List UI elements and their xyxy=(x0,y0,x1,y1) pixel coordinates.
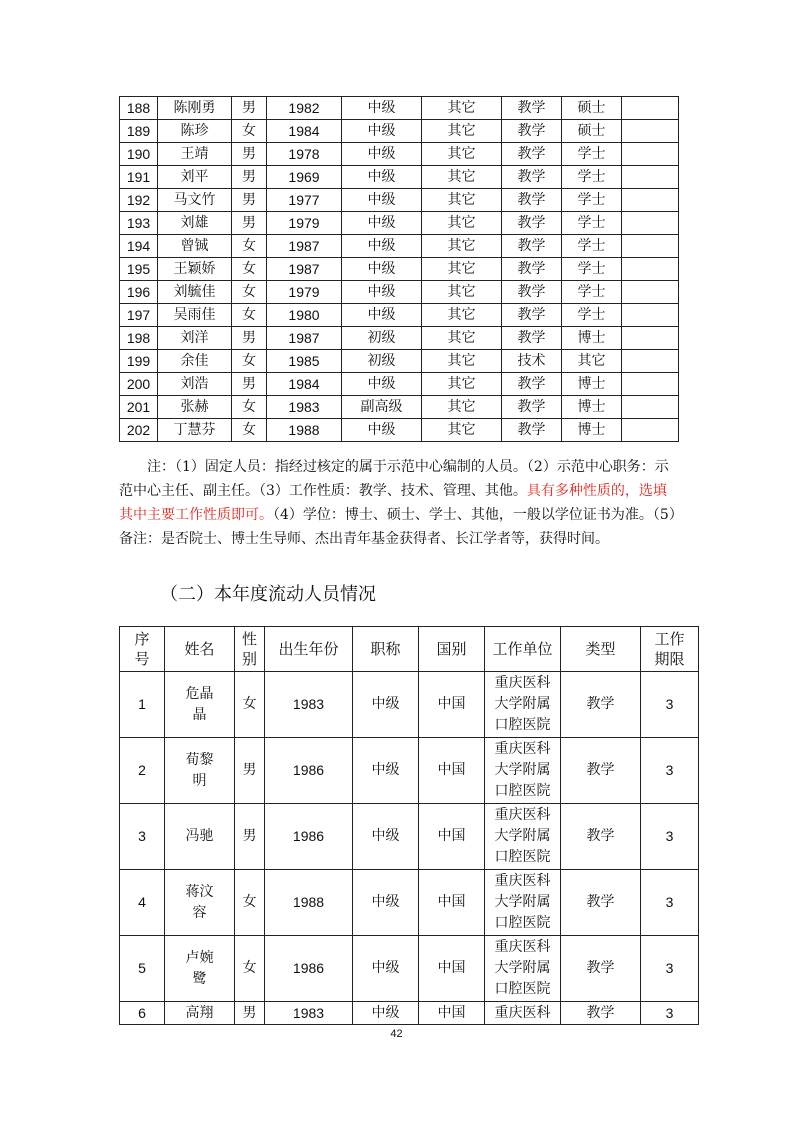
cell-degree: 博士 xyxy=(562,373,622,396)
cell-degree: 学士 xyxy=(562,258,622,281)
table-row xyxy=(120,804,699,870)
cell-degree: 学士 xyxy=(562,304,622,327)
cell-country: 中国 xyxy=(419,1002,485,1025)
cell-unit: 重庆医科 大学附属 口腔医院 xyxy=(485,936,561,1002)
cell-name: 高翔 xyxy=(165,1002,235,1025)
cell-title: 中级 xyxy=(353,804,419,870)
cell-nature: 教学 xyxy=(502,120,562,143)
cell-remark xyxy=(622,235,679,258)
cell-gender: 女 xyxy=(235,672,265,738)
table-note xyxy=(119,455,679,551)
cell-remark xyxy=(622,258,679,281)
cell-gender: 男 xyxy=(232,97,267,120)
cell-degree: 学士 xyxy=(562,143,622,166)
cell-name: 刘洋 xyxy=(158,327,232,350)
cell-degree: 博士 xyxy=(562,327,622,350)
cell-name: 张赫 xyxy=(158,396,232,419)
table-row xyxy=(120,212,679,235)
cell-remark xyxy=(622,327,679,350)
cell-post: 其它 xyxy=(422,327,502,350)
header-country: 国别 xyxy=(419,627,485,672)
cell-name: 冯驰 xyxy=(165,804,235,870)
header-period: 工作 期限 xyxy=(641,627,699,672)
cell-degree: 博士 xyxy=(562,419,622,442)
cell-title: 中级 xyxy=(353,738,419,804)
cell-year: 1983 xyxy=(265,672,353,738)
note-paragraph xyxy=(119,455,679,551)
cell-unit: 重庆医科 大学附属 口腔医院 xyxy=(485,672,561,738)
cell-nature: 教学 xyxy=(502,281,562,304)
cell-no: 2 xyxy=(120,738,165,804)
cell-no: 195 xyxy=(120,258,158,281)
table-row xyxy=(120,258,679,281)
note-highlight: 具有多种性质的，选填其中主要工作性质即可。 xyxy=(119,483,667,523)
cell-period: 3 xyxy=(641,738,699,804)
table-row xyxy=(120,1002,699,1025)
cell-gender: 女 xyxy=(232,120,267,143)
cell-type: 教学 xyxy=(561,804,641,870)
cell-post: 其它 xyxy=(422,235,502,258)
cell-nature: 教学 xyxy=(502,235,562,258)
cell-title: 中级 xyxy=(342,258,422,281)
cell-title: 中级 xyxy=(342,189,422,212)
cell-gender: 女 xyxy=(232,258,267,281)
cell-type: 教学 xyxy=(561,936,641,1002)
cell-nature: 教学 xyxy=(502,258,562,281)
cell-country: 中国 xyxy=(419,870,485,936)
cell-gender: 女 xyxy=(232,235,267,258)
cell-title: 中级 xyxy=(353,936,419,1002)
cell-title: 中级 xyxy=(342,304,422,327)
cell-nature: 教学 xyxy=(502,97,562,120)
cell-year: 1987 xyxy=(267,258,342,281)
cell-post: 其它 xyxy=(422,281,502,304)
cell-post: 其它 xyxy=(422,189,502,212)
note-text: 注：（1）固定人员：指经过核定的属于示范中心编制的人员。（2）示范中心职务：示范中心主任、副主任。（3）工作性质：教学、技术、管理、其他。 xyxy=(119,459,669,499)
cell-unit: 重庆医科 xyxy=(485,1002,561,1025)
cell-name: 危晶 晶 xyxy=(165,672,235,738)
cell-name: 刘毓佳 xyxy=(158,281,232,304)
table-row xyxy=(120,304,679,327)
cell-year: 1984 xyxy=(267,120,342,143)
cell-name: 荀黎 明 xyxy=(165,738,235,804)
cell-no: 194 xyxy=(120,235,158,258)
cell-title: 中级 xyxy=(342,281,422,304)
cell-unit: 重庆医科 大学附属 口腔医院 xyxy=(485,738,561,804)
cell-remark xyxy=(622,97,679,120)
cell-title: 中级 xyxy=(342,143,422,166)
cell-name: 刘雄 xyxy=(158,212,232,235)
cell-gender: 女 xyxy=(232,350,267,373)
header-birth-year: 出生年份 xyxy=(265,627,353,672)
cell-period: 3 xyxy=(641,1002,699,1025)
cell-title: 中级 xyxy=(353,1002,419,1025)
cell-year: 1978 xyxy=(267,143,342,166)
cell-nature: 教学 xyxy=(502,189,562,212)
cell-unit: 重庆医科 大学附属 口腔医院 xyxy=(485,870,561,936)
cell-no: 6 xyxy=(120,1002,165,1025)
cell-period: 3 xyxy=(641,870,699,936)
cell-nature: 教学 xyxy=(502,327,562,350)
header-no: 序 号 xyxy=(120,627,165,672)
cell-no: 200 xyxy=(120,373,158,396)
note-text-2: （4）学位：博士、硕士、学士、其他，一般以学位证书为准。（5）备注：是否院士、博士生导师、杰出青年基金获得者、长江学者等，获得时间。 xyxy=(119,507,676,547)
table-row xyxy=(120,97,679,120)
cell-title: 中级 xyxy=(342,419,422,442)
cell-title: 初级 xyxy=(342,350,422,373)
header-unit: 工作单位 xyxy=(485,627,561,672)
cell-title: 中级 xyxy=(342,212,422,235)
cell-post: 其它 xyxy=(422,120,502,143)
cell-type: 教学 xyxy=(561,1002,641,1025)
cell-year: 1982 xyxy=(267,97,342,120)
cell-remark xyxy=(622,189,679,212)
cell-degree: 硕士 xyxy=(562,97,622,120)
cell-degree: 硕士 xyxy=(562,120,622,143)
cell-degree: 学士 xyxy=(562,166,622,189)
table-row xyxy=(120,281,679,304)
cell-name: 余佳 xyxy=(158,350,232,373)
table-row xyxy=(120,143,679,166)
cell-year: 1984 xyxy=(267,373,342,396)
table-row xyxy=(120,870,699,936)
cell-no: 189 xyxy=(120,120,158,143)
cell-post: 其它 xyxy=(422,350,502,373)
cell-name: 曾铖 xyxy=(158,235,232,258)
cell-year: 1979 xyxy=(267,281,342,304)
cell-name: 陈刚勇 xyxy=(158,97,232,120)
cell-post: 其它 xyxy=(422,143,502,166)
cell-no: 193 xyxy=(120,212,158,235)
cell-title: 中级 xyxy=(342,97,422,120)
cell-title: 中级 xyxy=(353,870,419,936)
cell-unit: 重庆医科 大学附属 口腔医院 xyxy=(485,804,561,870)
cell-name: 刘浩 xyxy=(158,373,232,396)
cell-degree: 学士 xyxy=(562,281,622,304)
cell-year: 1983 xyxy=(267,396,342,419)
cell-country: 中国 xyxy=(419,738,485,804)
cell-nature: 教学 xyxy=(502,396,562,419)
cell-gender: 男 xyxy=(232,143,267,166)
cell-nature: 技术 xyxy=(502,350,562,373)
cell-gender: 男 xyxy=(235,738,265,804)
cell-gender: 女 xyxy=(232,281,267,304)
cell-remark xyxy=(622,373,679,396)
cell-year: 1969 xyxy=(267,166,342,189)
cell-degree: 学士 xyxy=(562,212,622,235)
cell-no: 188 xyxy=(120,97,158,120)
cell-title: 中级 xyxy=(342,120,422,143)
cell-name: 马文竹 xyxy=(158,189,232,212)
cell-post: 其它 xyxy=(422,373,502,396)
header-gender: 性 别 xyxy=(235,627,265,672)
table-row xyxy=(120,350,679,373)
header-title: 职称 xyxy=(353,627,419,672)
cell-year: 1977 xyxy=(267,189,342,212)
cell-name: 刘平 xyxy=(158,166,232,189)
table-row xyxy=(120,235,679,258)
cell-remark xyxy=(622,166,679,189)
cell-title: 初级 xyxy=(342,327,422,350)
cell-period: 3 xyxy=(641,936,699,1002)
cell-year: 1985 xyxy=(267,350,342,373)
cell-name: 王靖 xyxy=(158,143,232,166)
cell-name: 陈珍 xyxy=(158,120,232,143)
cell-gender: 女 xyxy=(232,396,267,419)
table-row xyxy=(120,396,679,419)
cell-no: 198 xyxy=(120,327,158,350)
cell-name: 丁慧芬 xyxy=(158,419,232,442)
cell-remark xyxy=(622,120,679,143)
cell-no: 4 xyxy=(120,870,165,936)
cell-no: 201 xyxy=(120,396,158,419)
cell-no: 1 xyxy=(120,672,165,738)
cell-type: 教学 xyxy=(561,870,641,936)
cell-country: 中国 xyxy=(419,936,485,1002)
cell-no: 3 xyxy=(120,804,165,870)
page-number: 42 xyxy=(390,1028,403,1040)
cell-country: 中国 xyxy=(419,672,485,738)
cell-remark xyxy=(622,143,679,166)
cell-post: 其它 xyxy=(422,212,502,235)
cell-no: 191 xyxy=(120,166,158,189)
cell-name: 王颖娇 xyxy=(158,258,232,281)
cell-title: 中级 xyxy=(342,166,422,189)
cell-remark xyxy=(622,419,679,442)
cell-degree: 博士 xyxy=(562,396,622,419)
cell-name: 卢婉 鹭 xyxy=(165,936,235,1002)
cell-degree: 其它 xyxy=(562,350,622,373)
cell-gender: 女 xyxy=(232,419,267,442)
cell-gender: 男 xyxy=(232,166,267,189)
cell-remark xyxy=(622,281,679,304)
cell-year: 1986 xyxy=(265,936,353,1002)
table-row xyxy=(120,327,679,350)
cell-no: 190 xyxy=(120,143,158,166)
table-header-row xyxy=(120,627,699,672)
cell-degree: 学士 xyxy=(562,235,622,258)
cell-post: 其它 xyxy=(422,258,502,281)
cell-year: 1986 xyxy=(265,804,353,870)
table-row xyxy=(120,373,679,396)
cell-year: 1983 xyxy=(265,1002,353,1025)
header-type: 类型 xyxy=(561,627,641,672)
cell-post: 其它 xyxy=(422,419,502,442)
cell-no: 196 xyxy=(120,281,158,304)
cell-year: 1986 xyxy=(265,738,353,804)
cell-post: 其它 xyxy=(422,97,502,120)
cell-nature: 教学 xyxy=(502,419,562,442)
cell-gender: 男 xyxy=(232,189,267,212)
table-row xyxy=(120,672,699,738)
table-row xyxy=(120,738,699,804)
cell-remark xyxy=(622,396,679,419)
cell-remark xyxy=(622,212,679,235)
table-row xyxy=(120,166,679,189)
cell-year: 1987 xyxy=(267,235,342,258)
cell-year: 1979 xyxy=(267,212,342,235)
cell-gender: 男 xyxy=(235,1002,265,1025)
cell-remark xyxy=(622,304,679,327)
cell-period: 3 xyxy=(641,804,699,870)
cell-nature: 教学 xyxy=(502,143,562,166)
cell-no: 202 xyxy=(120,419,158,442)
cell-gender: 男 xyxy=(235,804,265,870)
table-row xyxy=(120,120,679,143)
table-row xyxy=(120,936,699,1002)
cell-gender: 男 xyxy=(232,212,267,235)
cell-remark xyxy=(622,350,679,373)
cell-gender: 男 xyxy=(232,327,267,350)
cell-type: 教学 xyxy=(561,672,641,738)
cell-year: 1988 xyxy=(265,870,353,936)
cell-no: 199 xyxy=(120,350,158,373)
cell-year: 1980 xyxy=(267,304,342,327)
cell-nature: 教学 xyxy=(502,373,562,396)
cell-gender: 女 xyxy=(235,936,265,1002)
cell-no: 197 xyxy=(120,304,158,327)
cell-title: 中级 xyxy=(342,235,422,258)
cell-post: 其它 xyxy=(422,396,502,419)
cell-title: 中级 xyxy=(353,672,419,738)
mobile-staff-table xyxy=(119,626,699,1025)
cell-type: 教学 xyxy=(561,738,641,804)
cell-degree: 学士 xyxy=(562,189,622,212)
cell-year: 1988 xyxy=(267,419,342,442)
section-heading: （二）本年度流动人员情况 xyxy=(160,584,376,605)
fixed-staff-table xyxy=(119,96,679,442)
cell-nature: 教学 xyxy=(502,212,562,235)
cell-no: 192 xyxy=(120,189,158,212)
cell-country: 中国 xyxy=(419,804,485,870)
cell-nature: 教学 xyxy=(502,304,562,327)
cell-post: 其它 xyxy=(422,166,502,189)
cell-period: 3 xyxy=(641,672,699,738)
cell-gender: 女 xyxy=(232,304,267,327)
cell-gender: 男 xyxy=(232,373,267,396)
table-row xyxy=(120,189,679,212)
table-row xyxy=(120,419,679,442)
cell-name: 吴雨佳 xyxy=(158,304,232,327)
cell-gender: 女 xyxy=(235,870,265,936)
cell-name: 蒋汶 容 xyxy=(165,870,235,936)
cell-no: 5 xyxy=(120,936,165,1002)
cell-title: 中级 xyxy=(342,373,422,396)
header-name: 姓名 xyxy=(165,627,235,672)
cell-title: 副高级 xyxy=(342,396,422,419)
cell-nature: 教学 xyxy=(502,166,562,189)
cell-year: 1987 xyxy=(267,327,342,350)
cell-post: 其它 xyxy=(422,304,502,327)
